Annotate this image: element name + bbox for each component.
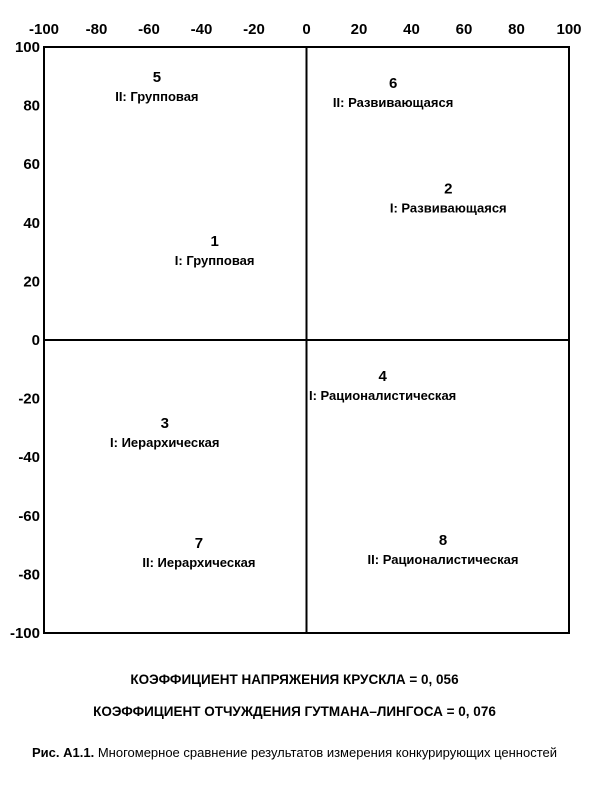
- y-tick-label: -60: [18, 507, 40, 525]
- data-point-5: [115, 69, 198, 104]
- y-tick-label: -80: [18, 566, 40, 584]
- x-tick-label: 60: [455, 21, 473, 38]
- x-tick-label: 100: [556, 21, 582, 38]
- y-tick-label: 20: [23, 273, 40, 291]
- point-number: 5: [152, 69, 162, 87]
- y-tick-label: -40: [18, 449, 40, 467]
- x-tick-label: -20: [243, 21, 265, 38]
- y-tick-label: 40: [23, 214, 40, 232]
- point-label: II: Групповая: [115, 89, 199, 105]
- figure-id: Рис. А1.1.: [32, 745, 95, 760]
- x-tick-label: 0: [302, 21, 311, 38]
- kruskal-stress-text: КОЭФФИЦИЕНТ НАПРЯЖЕНИЯ КРУСКЛА = 0, 056: [130, 672, 459, 687]
- point-number: 2: [444, 180, 453, 198]
- y-tick-label: 60: [23, 156, 40, 174]
- figure-caption-text: Многомерное сравнение результатов измерения конкурирующих ценностей: [97, 745, 557, 760]
- data-point-8: [368, 532, 519, 567]
- data-point-6: [333, 75, 453, 110]
- point-label: I: Развивающаяся: [389, 200, 507, 216]
- data-point-3: [110, 415, 219, 450]
- point-number: 1: [210, 233, 219, 251]
- x-tick-label: -40: [190, 21, 213, 38]
- point-label: I: Групповая: [174, 253, 255, 269]
- point-label: I: Иерархическая: [110, 434, 220, 450]
- y-tick-label: -100: [9, 625, 40, 642]
- y-tick-label: 100: [14, 39, 40, 56]
- figure-caption: [0, 744, 589, 761]
- data-point-4: [309, 368, 456, 403]
- x-tick-label: -100: [28, 21, 60, 38]
- y-tick-labels: [10, 39, 40, 642]
- x-tick-label: 80: [508, 21, 525, 38]
- y-tick-label: 80: [23, 97, 40, 115]
- guttman-alienation-text: КОЭФФИЦИЕНТ ОТЧУЖДЕНИЯ ГУТМАНА–ЛИНГОСА = 0, 076: [93, 704, 496, 719]
- x-tick-labels: [29, 21, 582, 38]
- point-number: 7: [194, 534, 204, 552]
- x-tick-label: 40: [403, 21, 420, 38]
- y-tick-label: 0: [31, 332, 40, 349]
- y-tick-label: -20: [18, 390, 40, 408]
- data-point-1: [175, 233, 255, 268]
- point-number: 6: [388, 74, 398, 92]
- data-point-2: [390, 180, 507, 215]
- data-points: [110, 69, 518, 570]
- point-label: II: Рационалистическая: [367, 551, 519, 567]
- x-tick-label: 20: [350, 21, 368, 38]
- data-point-7: [142, 535, 255, 570]
- point-label: II: Развивающаяся: [332, 94, 454, 110]
- point-number: 4: [378, 367, 387, 385]
- point-label: I: Рационалистическая: [308, 387, 457, 403]
- point-number: 8: [438, 531, 448, 549]
- x-tick-label: -80: [85, 21, 108, 38]
- x-tick-label: -60: [138, 21, 160, 38]
- point-label: II: Иерархическая: [142, 554, 256, 570]
- point-number: 3: [160, 414, 169, 432]
